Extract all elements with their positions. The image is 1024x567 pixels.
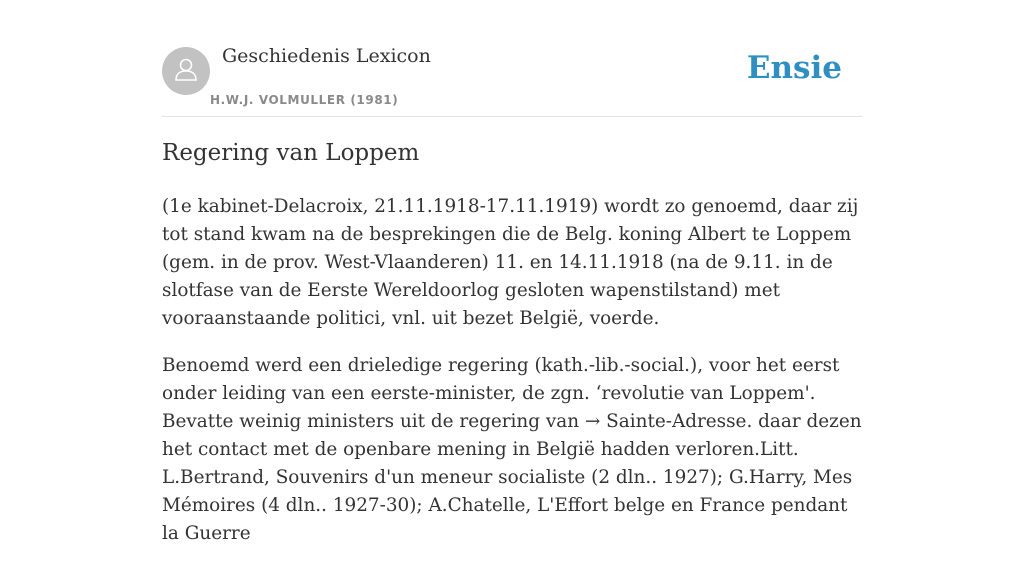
avatar[interactable]	[162, 47, 210, 95]
article-title: Regering van Loppem	[162, 140, 420, 166]
article-paragraph: Benoemd werd een drieledige regering (kath.-lib.-social.), voor het eerst onder leiding van een eerste-minister, de zgn. ‘revolutie van Loppem'. Bevatte weinig ministers uit de regering van → Sainte-Adresse. daar dezen het contact met de openbare mening in België hadden verloren.Litt. L.Bertrand, Souvenirs d'un meneur socialiste (2 dln.. 1927); G.Harry, Mes Mémoires (4 dln.. 1927-30); A.Chatelle, L'Effort belge en France pendant la Guerre	[162, 355, 862, 544]
source-title[interactable]: Geschiedenis Lexicon	[222, 45, 431, 67]
article-body	[162, 193, 862, 567]
page-header	[162, 0, 862, 117]
site-logo[interactable]: Ensie	[746, 50, 842, 86]
article-paragraph: (1e kabinet-Delacroix, 21.11.1918-17.11.1919) wordt zo genoemd, daar zij tot stand kwam na de besprekingen die de Belg. koning Albert te Loppem (gem. in de prov. West-Vlaanderen) 11. en 14.11.1918 (na de 9.11. in de slotfase van de Eerste Wereldoorlog gesloten wapenstilstand) met vooraanstaande politici, vnl. uit bezet België, voerde.	[162, 196, 859, 329]
author-label[interactable]: H.W.J. VOLMULLER (1981)	[210, 93, 399, 107]
page-container	[162, 0, 862, 544]
user-icon	[171, 54, 201, 88]
